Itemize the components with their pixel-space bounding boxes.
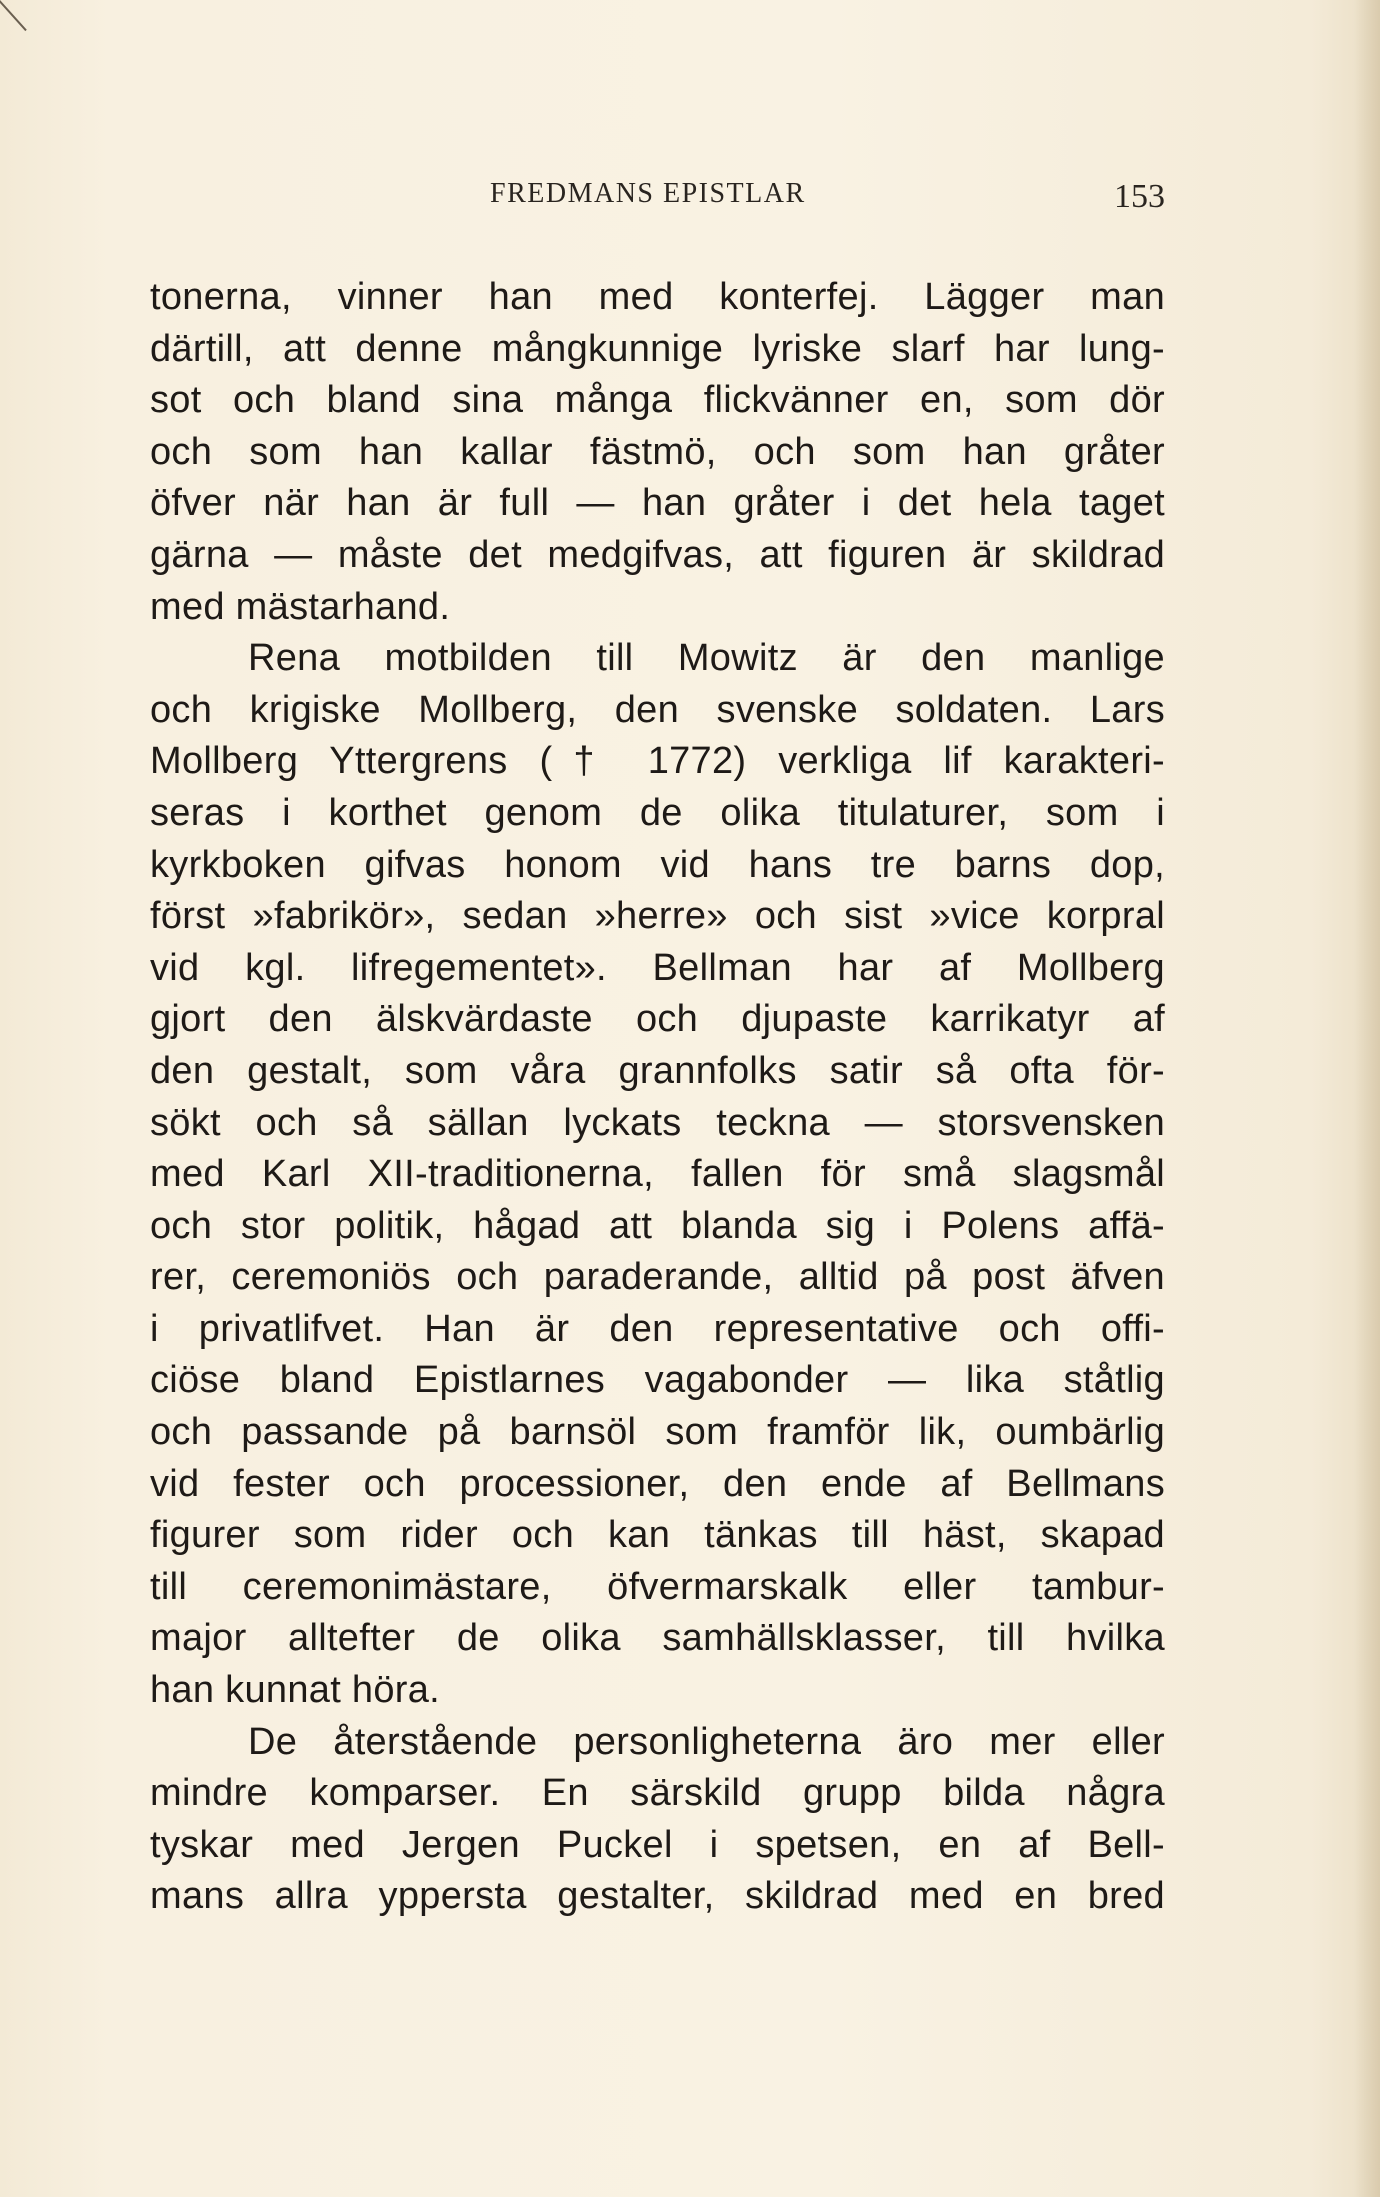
text-line: De återstående personligheterna äro mer eller	[248, 1720, 1165, 1763]
corner-mark	[0, 0, 27, 31]
text-line: ciöse bland Epistlarnes vagabonder — lika ståtlig	[150, 1359, 1165, 1402]
text-line: den gestalt, som våra grannfolks satir så ofta för-	[150, 1049, 1165, 1092]
text-line: och som han kallar fästmö, och som han gråter	[150, 430, 1165, 473]
text-line: och passande på barnsöl som framför lik, oumbärlig	[150, 1411, 1165, 1454]
text-line: tonerna, vinner han med konterfej. Lägger man	[150, 276, 1165, 318]
text-line: vid kgl. lifregementet». Bellman har af Mollberg	[150, 946, 1165, 989]
text-line: först »fabrikör», sedan »herre» och sist »vice korpral	[150, 895, 1165, 938]
text-line: major alltefter de olika samhällsklasser, till hvilka	[150, 1617, 1165, 1660]
running-title: FREDMANS EPISTLAR	[490, 178, 806, 209]
text-line: därtill, att denne mångkunnige lyriske slarf har lung-	[150, 327, 1165, 370]
text-line: med Karl XII-traditionerna, fallen för små slagsmål	[150, 1153, 1165, 1196]
text-line: tyskar med Jergen Puckel i spetsen, en af Bell-	[150, 1823, 1165, 1866]
page-header	[150, 170, 1165, 220]
text-line: figurer som rider och kan tänkas till häst, skapad	[150, 1514, 1165, 1557]
text-line: och stor politik, hågad att blanda sig i Polens affä-	[150, 1204, 1165, 1247]
text-line: sot och bland sina många flickvänner en, som dör	[150, 379, 1165, 422]
page-number: 153	[1114, 178, 1165, 215]
text-line: vid fester och processioner, den ende af Bellmans	[150, 1462, 1165, 1505]
text-line: kyrkboken gifvas honom vid hans tre barns dop,	[150, 843, 1165, 886]
text-line: gärna — måste det medgifvas, att figuren är skildrad	[150, 533, 1165, 576]
text-line: han kunnat höra.	[150, 1669, 441, 1712]
text-line: Mollberg Yttergrens († 1772) verkliga lif karakteri-	[150, 740, 1165, 783]
text-line: till ceremonimästare, öfvermarskalk eller tambur-	[150, 1565, 1165, 1608]
text-line: mans allra yppersta gestalter, skildrad med en bred	[150, 1875, 1165, 1918]
text-line: rer, ceremoniös och paraderande, alltid på post äfven	[150, 1256, 1165, 1299]
text-line: sökt och så sällan lyckats teckna — storsvensken	[150, 1101, 1165, 1144]
text-line: öfver när han är full — han gråter i det hela taget	[150, 482, 1165, 525]
text-line: med mästarhand.	[150, 585, 451, 628]
text-line: Rena motbilden till Mowitz är den manlige	[248, 637, 1165, 680]
body-text	[150, 272, 1165, 1923]
page-edge-shadow	[1354, 0, 1380, 2197]
text-line: mindre komparser. En särskild grupp bilda några	[150, 1772, 1165, 1815]
text-line: och krigiske Mollberg, den svenske soldaten. Lars	[150, 688, 1165, 731]
text-line: seras i korthet genom de olika titulaturer, som i	[150, 791, 1165, 834]
text-line: i privatlifvet. Han är den representative och offi-	[150, 1307, 1165, 1350]
text-line: gjort den älskvärdaste och djupaste karrikatyr af	[150, 998, 1165, 1041]
